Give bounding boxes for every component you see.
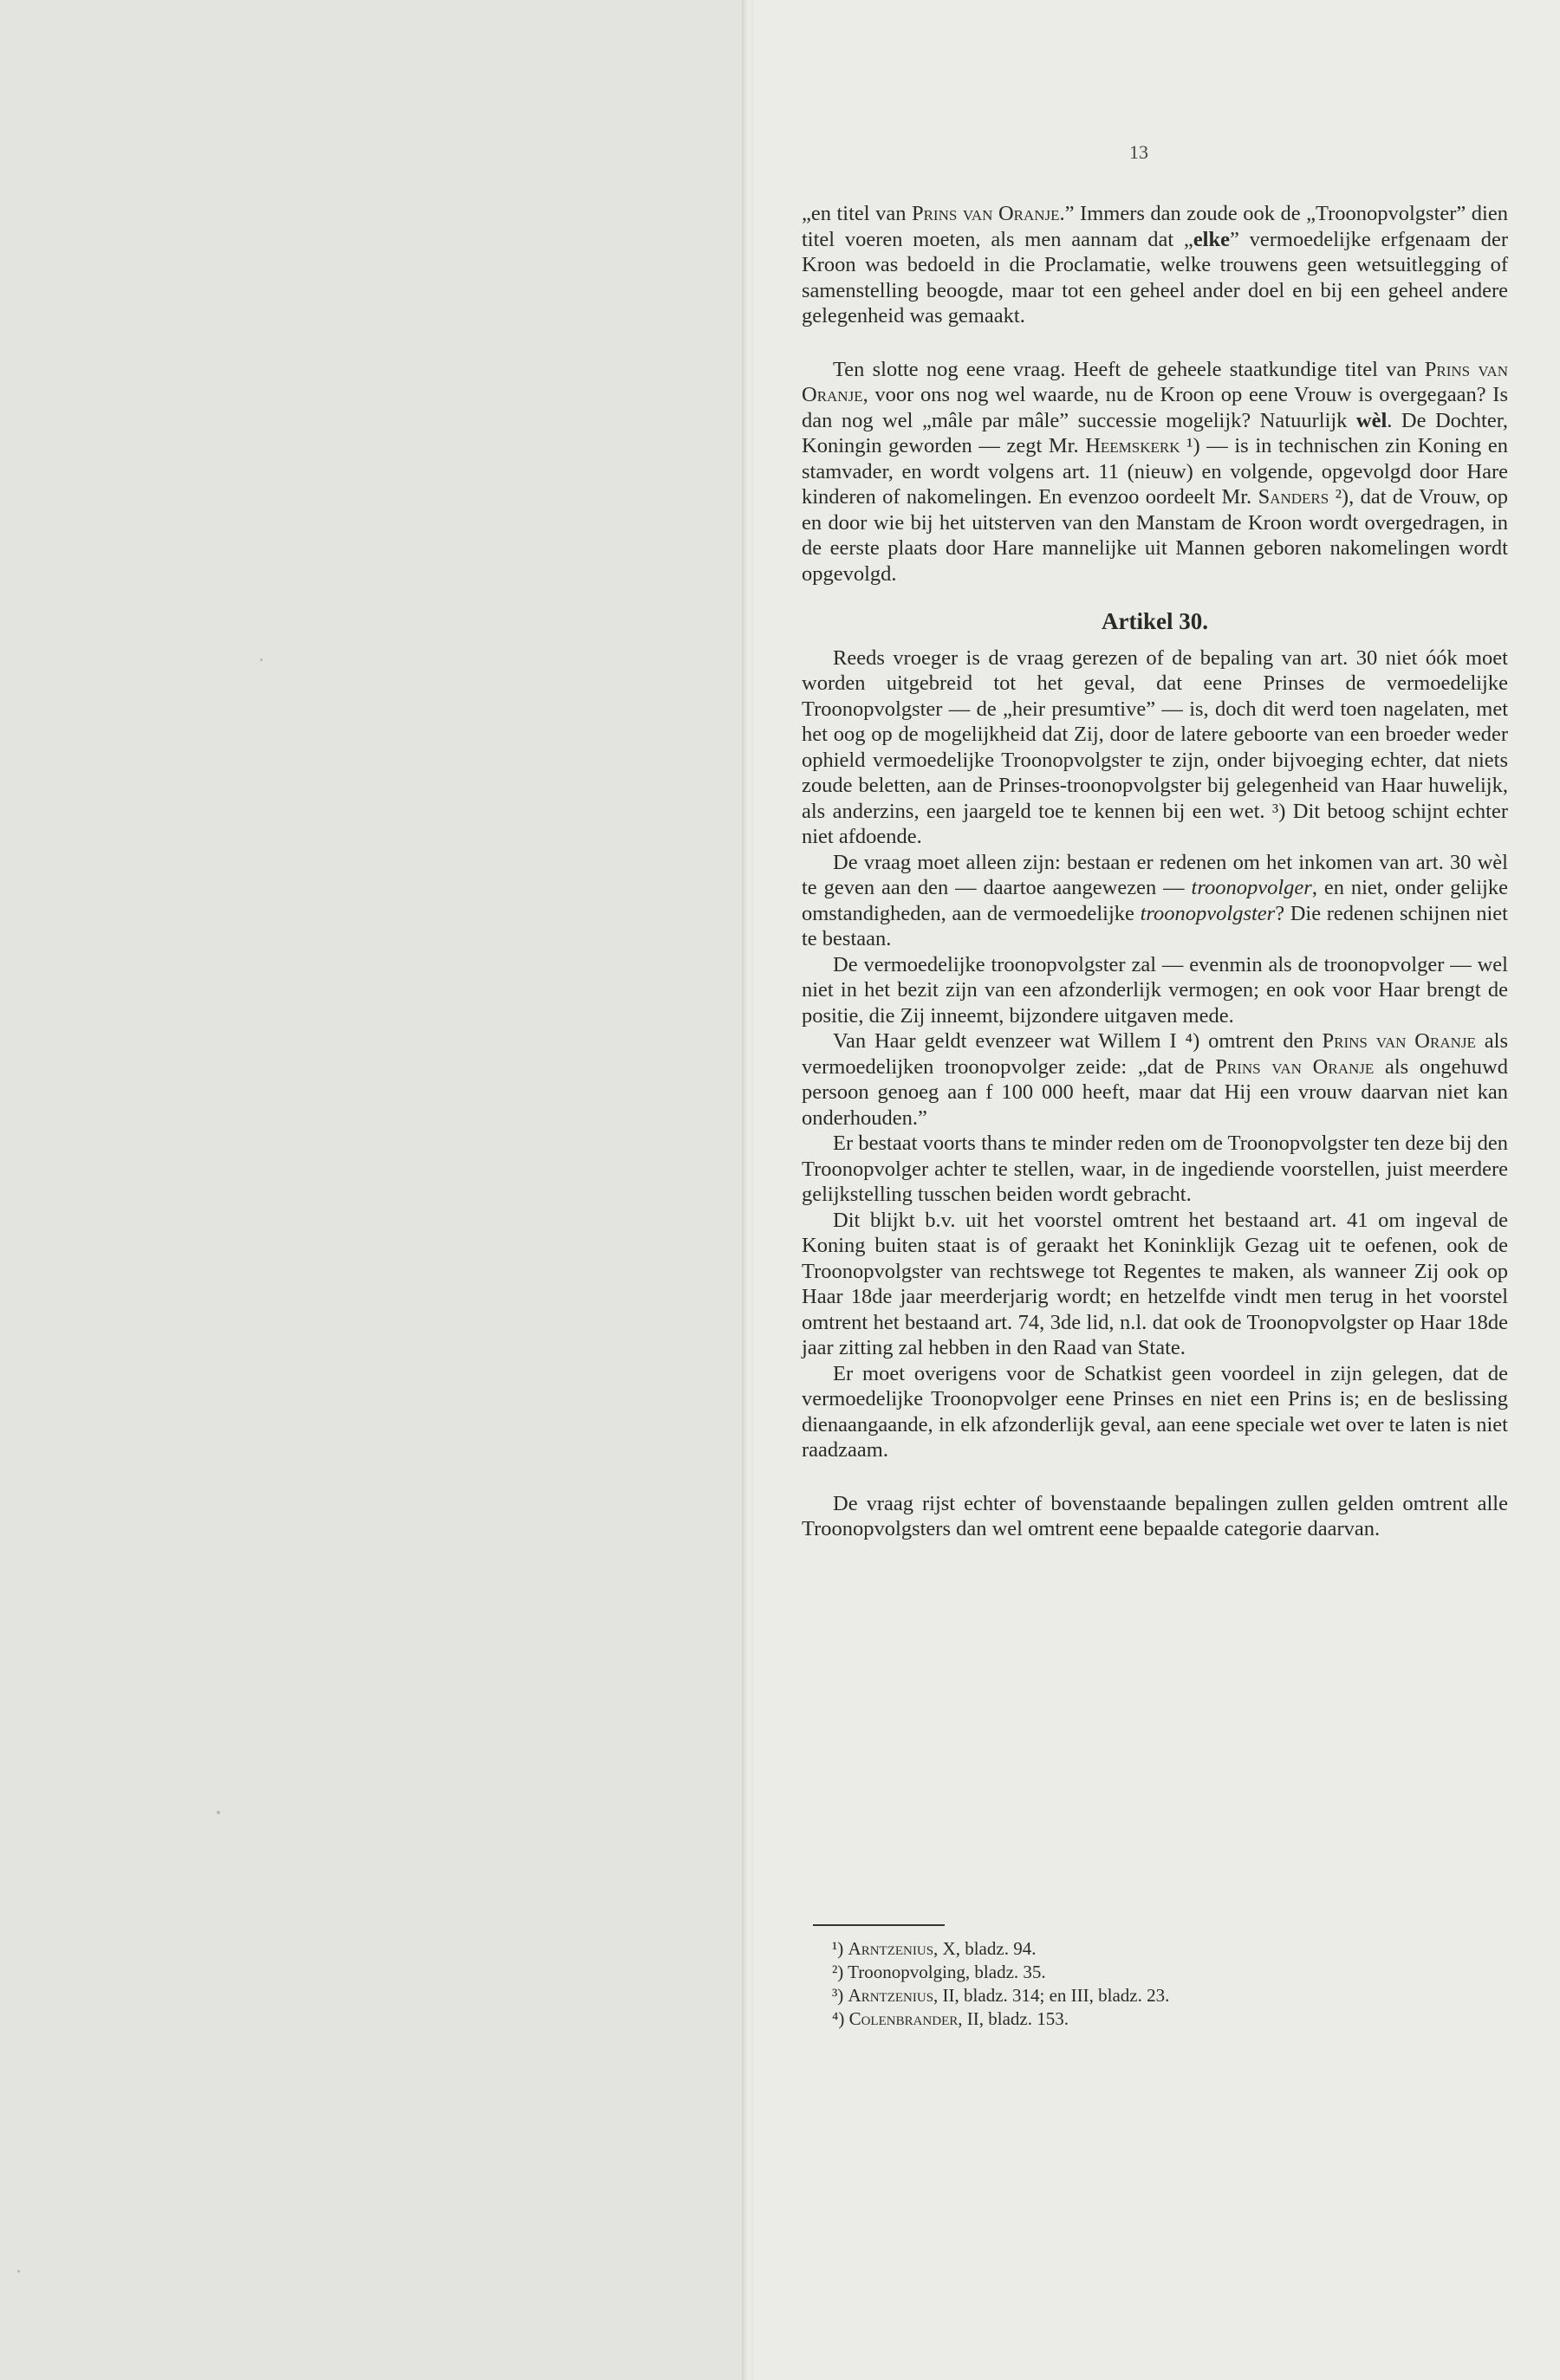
paragraph bbox=[802, 850, 1508, 952]
text-run: Prins van Oranje bbox=[802, 357, 1508, 406]
text-run: De vraag moet alleen zijn: bestaan er redenen om het inkomen van art. 30 wèl te geven aan den — daartoe aangewezen — bbox=[802, 850, 1508, 899]
text-run: Er bestaat voorts thans te minder reden om de Troonopvolgster ten deze bij den Troonopvolger achter te stellen, waar, in de ingediende voorstellen, juist meerdere gelijkstelling tusschen beiden wordt gebracht. bbox=[802, 1132, 1508, 1206]
text-run: „en titel van bbox=[802, 202, 912, 225]
text-run: , voor ons nog wel waarde, nu de Kroon op eene Vrouw is overgegaan? Is dan nog wel „mâle par mâle” successie mogelijk? Natuurlijk bbox=[802, 383, 1508, 432]
paragraph-gap bbox=[802, 1463, 1508, 1491]
footnote-text: Troonopvolging, bladz. 35. bbox=[848, 1962, 1046, 1982]
footnote-divider bbox=[813, 1924, 945, 1926]
footnote-text: , II, bladz. 153. bbox=[958, 2008, 1069, 2029]
paper-speck bbox=[260, 658, 263, 661]
text-run: — is in technischen zin Koning en stamvader, en wordt volgens art. 11 (nieuw) en volgende, opgevolgd door Hare kinderen of nakomelingen. En evenzoo oordeelt Mr. bbox=[802, 434, 1508, 509]
footnote bbox=[832, 1937, 1439, 1961]
text-run: Ten slotte nog eene vraag. Heeft de geheele staatkundige titel van bbox=[833, 357, 1425, 381]
footnote-author: Arntzenius bbox=[848, 1985, 934, 2006]
text-run: Prins van Oranje bbox=[1322, 1029, 1476, 1053]
text-run: elke bbox=[1193, 227, 1230, 251]
text-run: . De Dochter, Koningin geworden — zegt Mr. bbox=[802, 408, 1509, 457]
footnote-mark: ²) bbox=[832, 1962, 848, 1982]
paragraph bbox=[802, 1028, 1508, 1131]
paragraph bbox=[802, 645, 1508, 850]
text-run: Dit betoog schijnt echter niet afdoende. bbox=[802, 799, 1508, 848]
footnote-author: Arntzenius bbox=[848, 1938, 934, 1959]
text-run: Van Haar geldt evenzeer wat Willem I ⁴) bbox=[833, 1029, 1200, 1053]
text-run: omtrent den bbox=[1199, 1029, 1323, 1053]
footnote-text: , X, bladz. 94. bbox=[933, 1938, 1037, 1959]
text-run: als ongehuwd persoon genoeg aan f 100 000 heeft, maar dat Hij een vrouw daarvan niet kan onderhouden.” bbox=[802, 1054, 1508, 1130]
footnote-reference: ¹) bbox=[1180, 434, 1200, 457]
text-run: Sanders bbox=[1258, 485, 1329, 509]
paragraph bbox=[802, 952, 1508, 1029]
paragraph bbox=[802, 1131, 1508, 1208]
paper-speck bbox=[217, 1811, 220, 1814]
page-number: 13 bbox=[1129, 141, 1148, 163]
text-run: Prins van Oranje bbox=[911, 202, 1060, 225]
text-run: , en niet, onder gelijke omstandigheden, aan de vermoedelijke bbox=[802, 876, 1508, 925]
footnotes bbox=[832, 1937, 1439, 2031]
text-run: De vermoedelijke troonopvolgster zal — evenmin als de troonopvolger — wel niet in het bezit zijn van een afzonderlijk vermogen; en ook voor Haar brengt de positie, die Zij inneemt, bijzondere uitgaven mede. bbox=[802, 952, 1508, 1028]
paragraph-gap bbox=[802, 329, 1508, 357]
footnote-mark: ³) bbox=[832, 1985, 848, 2006]
footnote-mark: ⁴) bbox=[832, 2008, 849, 2029]
left-page-blank bbox=[0, 0, 745, 2380]
main-text-column bbox=[802, 201, 1508, 1542]
text-run: als vermoedelijken troonopvolger zeide: „dat de bbox=[802, 1029, 1508, 1079]
footnote-author: Colenbrander bbox=[848, 2008, 959, 2029]
text-run: troonopvolgster bbox=[1140, 901, 1276, 925]
paragraph bbox=[802, 1361, 1508, 1463]
footnote-mark: ¹) bbox=[832, 1938, 848, 1959]
paragraph bbox=[802, 201, 1508, 329]
book-gutter bbox=[742, 0, 754, 2380]
footnote bbox=[832, 1961, 1439, 1984]
text-run: De vraag rijst echter of bovenstaande bepalingen zullen gelden omtrent alle Troonopvolgsters dan wel omtrent eene bepaalde categorie daarvan. bbox=[802, 1491, 1508, 1540]
text-run: ? Die redenen schijnen niet te bestaan. bbox=[802, 901, 1508, 950]
footnote-reference: ²) bbox=[1329, 485, 1349, 509]
footnote bbox=[832, 2007, 1439, 2031]
text-run: Prins van Oranje bbox=[1215, 1054, 1375, 1079]
text-run: ” vermoedelijke erfgenaam der Kroon was bedoeld in die Proclamatie, welke trouwens geen wetsuitlegging of samenstelling beoogde, maar tot een geheel ander doel en bij een geheel andere gelegenheid was gemaakt. bbox=[802, 227, 1508, 327]
footnote-text: , II, bladz. 314; en III, bladz. 23. bbox=[933, 1985, 1170, 2006]
text-run: wèl bbox=[1355, 408, 1388, 432]
footnote bbox=[832, 1984, 1439, 2007]
text-run: Er moet overigens voor de Schatkist geen voordeel in zijn gelegen, dat de vermoedelijke Troonopvolger eene Prinses en niet een Prins is; en de beslissing dienaangaande, in elk afzonderlijk geval, aan eene speciale wet over te laten is niet raadzaam. bbox=[802, 1361, 1508, 1462]
paragraph bbox=[802, 357, 1508, 587]
paper-speck bbox=[17, 2270, 20, 2273]
text-run: , dat de Vrouw, op en door wie bij het uitsterven van den Manstam de Kroon wordt overgedragen, in de eerste plaats door Hare mannelijke uit Mannen geboren nakomelingen wordt opgevolgd. bbox=[802, 485, 1508, 586]
paragraph bbox=[802, 1491, 1508, 1542]
text-run: Reeds vroeger is de vraag gerezen of de bepaling van art. 30 niet óók moet worden uitgebreid tot het geval, dat eene Prinses de vermoedelijke Troonopvolgster — de „heir presumtive” — is, doch dit werd toen nagelaten, met het oog op de mogelijkheid dat Zij, door de latere geboorte van een broeder weder ophield vermoedelijke Troonopvolgster te zijn, onder bijvoeging echter, dat niets zoude beletten, aan de Prinses-troonopvolgster bij gelegenheid van Haar huwelijk, als anderzins, een jaargeld toe te kennen bij een wet. ³) bbox=[802, 645, 1508, 823]
text-run: Dit blijkt b.v. uit het voorstel omtrent het bestaand art. 41 om ingeval de Koning buiten staat is of geraakt het Koninklijk Gezag uit te oefenen, ook de Troonopvolgster van rechtswege tot Regentes te maken, als wanneer Zij ook op Haar 18de jaar meerderjarig wordt; en hetzelfde vindt men terug in het voorstel omtrent het bestaand art. 74, 3de lid, n.l. dat ook de Troonopvolgster op Haar 18de jaar zitting zal hebben in den Raad van State. bbox=[802, 1208, 1508, 1359]
text-run: .” Immers dan zoude ook de „Troonopvolgster” dien titel voeren moeten, als men aannam dat „ bbox=[802, 202, 1508, 251]
section-heading: Artikel 30. bbox=[1102, 608, 1208, 634]
text-run: troonopvolger bbox=[1191, 876, 1312, 899]
paragraph bbox=[802, 1208, 1508, 1361]
text-run: Heemskerk bbox=[1085, 434, 1180, 457]
